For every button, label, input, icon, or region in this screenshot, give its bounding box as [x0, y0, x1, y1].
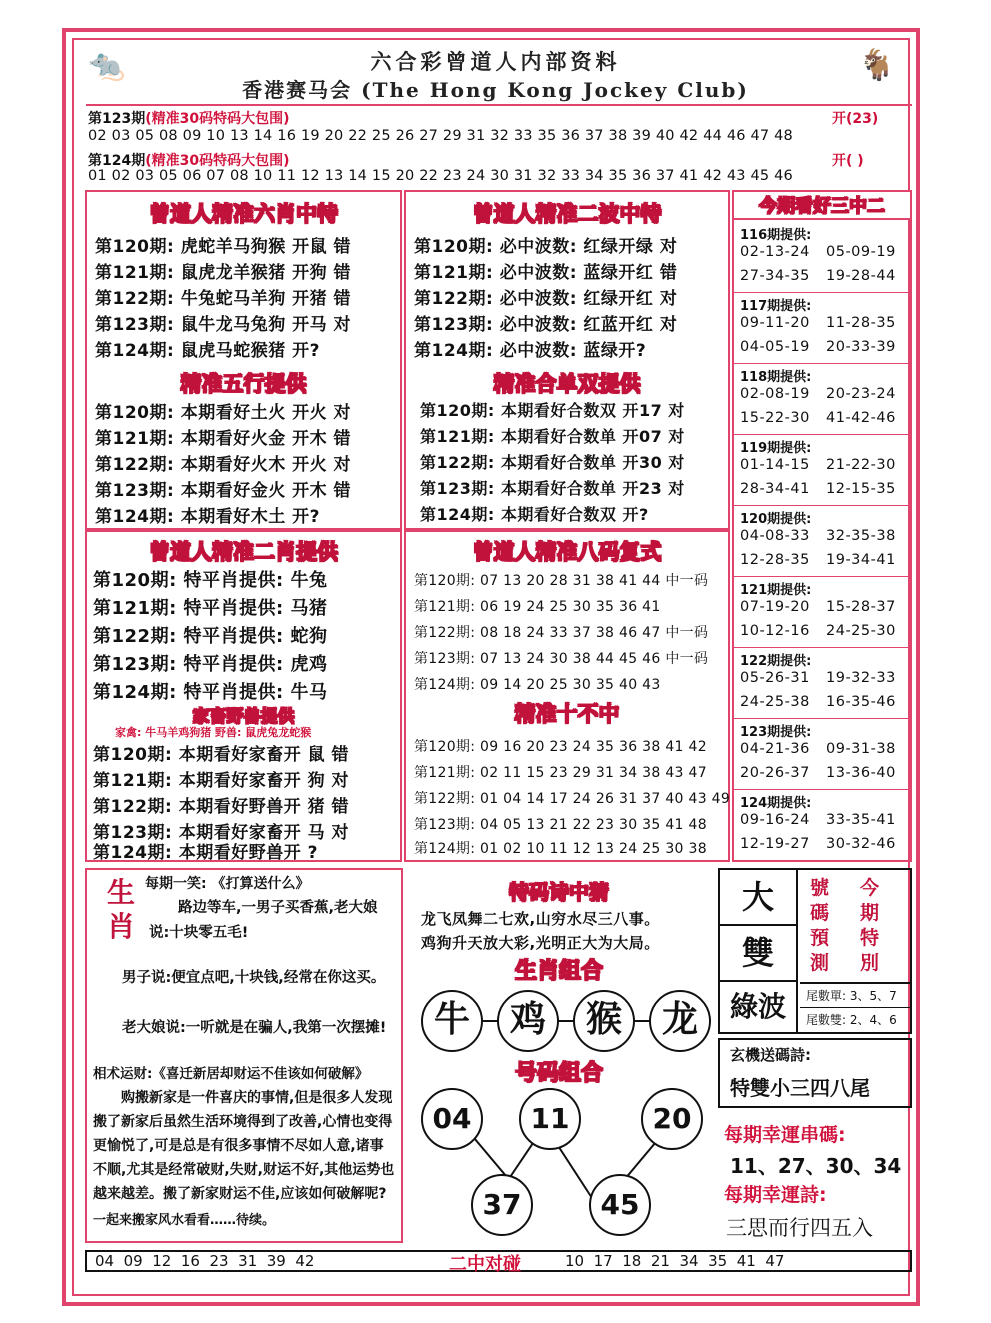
row: 第124期: 本期看好野兽开 ?	[93, 843, 318, 863]
combo: 04-05-19	[740, 339, 810, 355]
combo: 15-28-37	[826, 599, 896, 615]
zodiac-circle: 龙	[649, 990, 711, 1052]
block-label: 119期提供:	[740, 441, 812, 456]
row: 第122期: 特平肖提供: 蛇狗	[93, 626, 328, 647]
block-label: 121期提供:	[740, 583, 812, 598]
beast-note: 家禽: 牛马羊鸡狗猪 野兽: 鼠虎兔龙蛇猴	[115, 726, 312, 739]
period-label: 第123期	[88, 111, 146, 127]
row: 第124期: 本期看好合数双 开?	[420, 505, 649, 524]
period-label: 第124期	[88, 153, 146, 169]
number-circle: 04	[421, 1088, 483, 1150]
row: 第120期: 虎蛇羊马狗猴 开鼠 错	[95, 237, 352, 257]
tail-even: 尾數雙: 2、4、6	[806, 1013, 897, 1027]
row: 第123期: 必中波数: 红蓝开红 对	[414, 315, 678, 335]
mystic-box	[718, 1038, 912, 1108]
block-label: 120期提供:	[740, 512, 812, 527]
two-zodiac-box	[85, 530, 402, 862]
combo: 02-08-19	[740, 386, 810, 402]
row: 第124期: 本期看好木土 开?	[95, 507, 320, 527]
page-title: 六合彩曾道人内部资料	[370, 50, 621, 74]
row: 第123期: 本期看好家畜开 马 对	[93, 823, 350, 843]
numbers: 01 04 14 17 24 26 31 37 40 43 49	[480, 791, 731, 807]
combo: 01-14-15	[740, 457, 810, 473]
number-circle: 37	[471, 1174, 533, 1236]
section-title: 生肖组合	[514, 959, 603, 984]
page-subtitle: 香港赛马会 (The Hong Kong Jockey Club)	[242, 78, 749, 102]
row: 第124期: 鼠虎马蛇猴猪 开?	[95, 341, 320, 361]
section-title: 今期看好三中二	[734, 192, 910, 220]
combo: 04-08-33	[740, 528, 810, 544]
period: 第124期:	[414, 677, 476, 693]
period: 第121期:	[414, 599, 476, 615]
mystic-text: 特雙小三四八尾	[730, 1076, 870, 1100]
row: 第121期: 必中波数: 蓝绿开红 错	[414, 263, 678, 283]
row: 第120期: 特平肖提供: 牛兔	[93, 570, 328, 591]
combo: 19-32-33	[826, 670, 896, 686]
period-note: (精准30码特码大包围)	[145, 111, 290, 127]
section-title: 曾道人精准二肖提供	[149, 540, 338, 564]
numbers: 09 14 20 25 30 35 40 43	[480, 677, 661, 693]
block-label: 123期提供:	[740, 725, 812, 740]
period: 第123期:	[414, 651, 476, 667]
prediction-table	[718, 868, 912, 1034]
poem-line: 鸡狗升天放大彩,光明正大为大局。	[421, 934, 660, 952]
combo: 21-22-30	[826, 457, 896, 473]
combo: 19-28-44	[826, 268, 896, 284]
fortune-more: 一起来搬家风水看看……待续。	[93, 1213, 276, 1228]
period: 第123期:	[414, 817, 476, 833]
lucky-title: 每期幸運串碼:	[724, 1124, 846, 1146]
numbers: 08 18 24 33 37 38 46 47	[480, 625, 661, 641]
number-circle: 45	[589, 1174, 651, 1236]
row: 第122期: 本期看好野兽开 猪 错	[93, 797, 350, 817]
combo: 28-34-41	[740, 481, 810, 497]
row: 第124期: 特平肖提供: 牛马	[93, 682, 328, 703]
right-numbers: 10 17 18 21 34 35 41 47	[565, 1252, 785, 1270]
divider	[86, 104, 912, 106]
side-label: 號碼預測	[810, 877, 830, 974]
side-block	[734, 719, 910, 790]
numbers: 09 16 20 23 24 35 36 38 41 42	[480, 739, 707, 755]
joke-p1: 路边等车,一男子买香蕉,老大娘说:十块零五毛!	[149, 900, 378, 941]
bottom-title: 二中对碰	[449, 1254, 521, 1275]
six-zodiac-box	[85, 190, 402, 530]
combo: 20-33-39	[826, 339, 896, 355]
zodiac-circle: 牛	[421, 990, 483, 1052]
combo: 32-35-38	[826, 528, 896, 544]
combo: 41-42-46	[826, 410, 896, 426]
period: 第120期:	[414, 573, 476, 589]
joke-heading: 每期一笑: 《打算送什么》	[145, 876, 310, 892]
section-title: 家畜野兽提供	[192, 707, 295, 727]
lucky-poem: 三思而行四五入	[726, 1216, 873, 1240]
block-label: 124期提供:	[740, 796, 812, 811]
numbers: 07 13 20 28 31 38 41 44	[480, 573, 661, 589]
bottom-bar	[85, 1250, 912, 1275]
combo: 24-25-38	[740, 694, 810, 710]
block-label: 117期提供:	[740, 299, 812, 314]
row: 第123期: 本期看好合数单 开23 对	[420, 479, 685, 498]
combo: 12-28-35	[740, 552, 810, 568]
period: 第120期:	[414, 739, 476, 755]
lucky-numbers: 11、27、30、34	[730, 1154, 902, 1178]
combo: 11-28-35	[826, 315, 896, 331]
side-label: 今期特別	[860, 877, 880, 974]
combo: 05-09-19	[826, 244, 896, 260]
combo: 20-23-24	[826, 386, 896, 402]
side-block	[734, 293, 910, 364]
section-title: 曾道人精准六肖中特	[149, 202, 338, 226]
period-note: (精准30码特码大包围)	[145, 153, 290, 169]
combo: 20-26-37	[740, 765, 810, 781]
section-title: 号码组合	[514, 1061, 603, 1086]
row: 第123期: 特平肖提供: 虎鸡	[93, 654, 328, 675]
row: 第120期: 必中波数: 红绿开绿 对	[414, 237, 678, 257]
combo: 09-31-38	[826, 741, 896, 757]
poem-line: 龙飞凤舞二七欢,山穷水尽三八事。	[421, 910, 660, 928]
row: 第122期: 必中波数: 红绿开红 对	[414, 289, 678, 309]
section-title: 精准五行提供	[180, 372, 307, 396]
combo: 09-11-20	[740, 315, 810, 331]
numbers: 07 13 24 30 38 44 45 46	[480, 651, 661, 667]
combo: 12-19-27	[740, 836, 810, 852]
numbers: 01 02 10 11 12 13 24 25 30 38	[480, 841, 707, 857]
parity-cell: 雙	[720, 926, 798, 982]
section-title: 特码诗中猜	[509, 880, 609, 904]
number-list: 01 02 03 05 06 07 08 10 11 12 13 14 15 20 22 23 24 30 31 32 33 34 35 36 37 41 42 43 45 46	[88, 168, 793, 184]
row: 第123期: 本期看好金火 开木 错	[95, 481, 352, 501]
fortune-heading: 相术运财:《喜迁新居却财运不佳该如何破解》	[93, 1066, 369, 1082]
combo: 27-34-35	[740, 268, 810, 284]
period: 第124期:	[414, 841, 476, 857]
goat-icon: 🐐	[858, 48, 896, 83]
joke-p2: 男子说:便宜点吧,十块钱,经常在你这买。	[122, 970, 386, 986]
row: 第121期: 本期看好家畜开 狗 对	[93, 771, 350, 791]
block-label: 122期提供:	[740, 654, 812, 669]
row: 第121期: 本期看好火金 开木 错	[95, 429, 352, 449]
left-numbers: 04 09 12 16 23 31 39 42	[95, 1252, 315, 1270]
combo: 02-13-24	[740, 244, 810, 260]
result: 中一码	[665, 651, 709, 667]
joke-p3: 老大娘说:一听就是在骗人,我第一次摆摊!	[122, 1020, 387, 1036]
three-in-two-box	[732, 190, 912, 862]
combo: 16-35-46	[826, 694, 896, 710]
lucky-title: 每期幸運詩:	[724, 1184, 827, 1206]
section-title: 曾道人精准八码复式	[472, 540, 662, 564]
wave-box	[404, 190, 730, 530]
row: 第122期: 本期看好合数单 开30 对	[420, 453, 685, 472]
zodiac-circle: 猴	[573, 990, 635, 1052]
result: 中一码	[665, 625, 709, 641]
side-block	[734, 648, 910, 719]
combo: 33-35-41	[826, 812, 896, 828]
numbers: 04 05 13 21 22 23 30 35 41 48	[480, 817, 707, 833]
block-label: 118期提供:	[740, 370, 812, 385]
combo: 05-26-31	[740, 670, 810, 686]
row: 第123期: 鼠牛龙马兔狗 开马 对	[95, 315, 352, 335]
lucky-box	[718, 1118, 912, 1244]
number-list: 02 03 05 08 09 10 13 14 16 19 20 22 25 26 27 29 31 32 33 35 36 37 38 39 40 42 44 46 47 48	[88, 128, 793, 144]
number-circle: 11	[519, 1088, 581, 1150]
row: 第121期: 特平肖提供: 马猪	[93, 598, 328, 619]
period: 第122期:	[414, 625, 476, 641]
period: 第122期:	[414, 791, 476, 807]
zodiac-badge: 生肖	[106, 876, 135, 943]
section-title: 精准十不中	[514, 702, 620, 726]
side-block	[734, 222, 910, 293]
combo: 12-15-35	[826, 481, 896, 497]
combo: 13-36-40	[826, 765, 896, 781]
period: 第121期:	[414, 765, 476, 781]
row: 第121期: 本期看好合数单 开07 对	[420, 427, 685, 446]
row: 第121期: 鼠虎龙羊猴猪 开狗 错	[95, 263, 352, 283]
combo: 04-21-36	[740, 741, 810, 757]
poem-box	[405, 868, 713, 1243]
row: 第122期: 牛兔蛇马羊狗 开猪 错	[95, 289, 352, 309]
section-title: 精准合单双提供	[493, 372, 641, 396]
number-circle: 20	[641, 1088, 703, 1150]
side-block	[734, 790, 910, 861]
numbers: 02 11 15 23 29 31 34 38 43 47	[480, 765, 707, 781]
eight-code-box	[404, 530, 730, 862]
size-cell: 大	[720, 870, 798, 926]
row: 第120期: 本期看好土火 开火 对	[95, 403, 352, 423]
combo: 24-25-30	[826, 623, 896, 639]
fortune-text: 购搬新家是一件喜庆的事情,但是很多人发现搬了新家后虽然生活环境得到了改善,心情也变得更愉悦了,可是总是有很多事情不尽如人意,诸事不顺,尤其是经常破财,失财,财运不好,其他运势也越来越差。搬了新家财运不佳,应该如何破解呢?	[93, 1090, 395, 1202]
block-label: 116期提供:	[740, 228, 812, 243]
combo: 30-32-46	[826, 836, 896, 852]
combo: 15-22-30	[740, 410, 810, 426]
row: 第122期: 本期看好火木 开火 对	[95, 455, 352, 475]
rat-icon: 🐀	[88, 48, 126, 83]
row: 第120期: 本期看好合数双 开17 对	[420, 401, 685, 420]
tail-odd: 尾數單: 3、5、7	[800, 982, 912, 1008]
mystic-title: 玄機送碼詩:	[730, 1046, 811, 1064]
section-title: 曾道人精准二波中特	[472, 202, 662, 226]
row: 第120期: 本期看好家畜开 鼠 错	[93, 745, 350, 765]
combo: 19-34-41	[826, 552, 896, 568]
side-block	[734, 506, 910, 577]
side-block	[734, 435, 910, 506]
result: 中一码	[665, 573, 709, 589]
period-result: 开( )	[832, 153, 864, 169]
joke-box	[85, 868, 403, 1243]
combo: 09-16-24	[740, 812, 810, 828]
row: 第124期: 必中波数: 蓝绿开?	[414, 341, 647, 361]
zodiac-circle: 鸡	[497, 990, 559, 1052]
combo: 07-19-20	[740, 599, 810, 615]
period-result: 开(23)	[832, 111, 879, 127]
combo: 10-12-16	[740, 623, 810, 639]
side-block	[734, 364, 910, 435]
side-block	[734, 577, 910, 648]
wave-cell: 綠波	[720, 982, 798, 1034]
numbers: 06 19 24 25 30 35 36 41	[480, 599, 661, 615]
